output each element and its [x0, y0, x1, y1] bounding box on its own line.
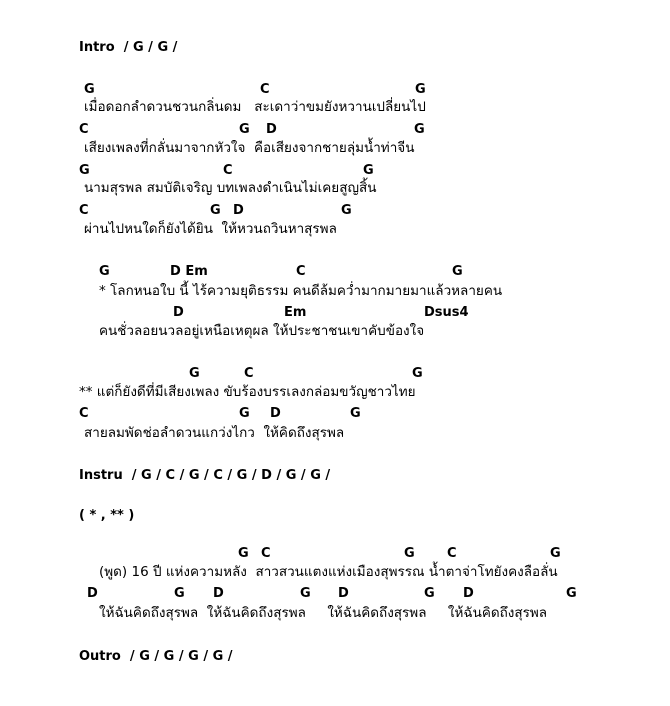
chord-label: G [452, 264, 463, 279]
chord-label: C [260, 82, 270, 97]
chord-label: C [261, 546, 271, 561]
chord-label: Dsus4 [424, 305, 469, 320]
lyric-line: ** แต่ก็ยังดีที่มีเสียงเพลง ขับร้องบรรเลงกล่อมขวัญชาวไทย [79, 384, 416, 400]
intro-line: Intro / G / G / [79, 40, 178, 55]
chord-label: G [79, 163, 90, 178]
chord-label: G [99, 264, 110, 279]
lyric-line: นามสุรพล สมบัติเจริญ บทเพลงดำเนินไม่เคยสูญสิ้น [84, 180, 377, 196]
lyric-line: เสียงเพลงที่กลั่นมาจากหัวใจ คือเสียงจากชายลุ่มน้ำท่าจีน [84, 140, 415, 156]
chord-label: G [84, 82, 95, 97]
chord-label: G [350, 406, 361, 421]
chord-label: D [87, 586, 98, 601]
chord-label: D [213, 586, 224, 601]
chord-label: C [296, 264, 306, 279]
chord-label: Em [284, 305, 307, 320]
lyric-line: สายลมพัดช่อลำดวนแกว่งไกว ให้คิดถึงสุรพล [84, 425, 345, 441]
chord-label: G [550, 546, 561, 561]
chord-label: G [415, 82, 426, 97]
lyric-line: ให้ฉันคิดถึงสุรพล ให้ฉันคิดถึงสุรพล ให้ฉันคิดถึงสุรพล ให้ฉันคิดถึงสุรพล [99, 605, 548, 621]
lyric-line: คนชั่วลอยนวลอยู่เหนือเหตุผล ให้ประชาชนเขาคับข้องใจ [99, 323, 425, 339]
chord-label: D Em [170, 264, 208, 279]
chord-label: D [173, 305, 184, 320]
chord-label: C [79, 203, 89, 218]
chord-label: D [270, 406, 281, 421]
chord-label: G [174, 586, 185, 601]
chord-label: C [244, 366, 254, 381]
chord-label: D [233, 203, 244, 218]
chord-label: G [414, 122, 425, 137]
chord-label: G [363, 163, 374, 178]
chord-label: C [79, 122, 89, 137]
lyric-line: ผ่านไปหนใดก็ยังได้ยิน ให้หวนถวินหาสุรพล [84, 221, 337, 237]
chord-label: G [424, 586, 435, 601]
lyric-line: (พูด) 16 ปี แห่งความหลัง สาวสวนแตงแห่งเมืองสุพรรณ น้ำตาจ่าโทยังคงลือลั่น [99, 564, 558, 580]
repeat-marker: ( * , ** ) [79, 508, 135, 523]
lyric-line: * โลกหนอใบ นี้ ไร้ความยุติธรรม คนดีล้มคว่ำมากมายมาแล้วหลายคน [99, 283, 503, 299]
chord-label: G [239, 122, 250, 137]
chord-label: G [189, 366, 200, 381]
chord-label: C [447, 546, 457, 561]
chord-label: C [79, 406, 89, 421]
chord-label: D [463, 586, 474, 601]
chord-label: G [341, 203, 352, 218]
chord-label: G [300, 586, 311, 601]
chord-label: G [404, 546, 415, 561]
chord-label: C [223, 163, 233, 178]
outro-line: Outro / G / G / G / G / [79, 649, 233, 664]
chord-label: G [566, 586, 577, 601]
chord-label: G [239, 406, 250, 421]
chord-label: G [412, 366, 423, 381]
instru-line: Instru / G / C / G / C / G / D / G / G / [79, 468, 331, 483]
chord-label: G [238, 546, 249, 561]
chord-label: G [210, 203, 221, 218]
chord-label: D [338, 586, 349, 601]
lyric-line: เมื่อดอกลำดวนชวนกลิ่นดม สะเดาว่าขมยังหวานเปลี่ยนไป [84, 99, 426, 115]
chord-label: D [266, 122, 277, 137]
